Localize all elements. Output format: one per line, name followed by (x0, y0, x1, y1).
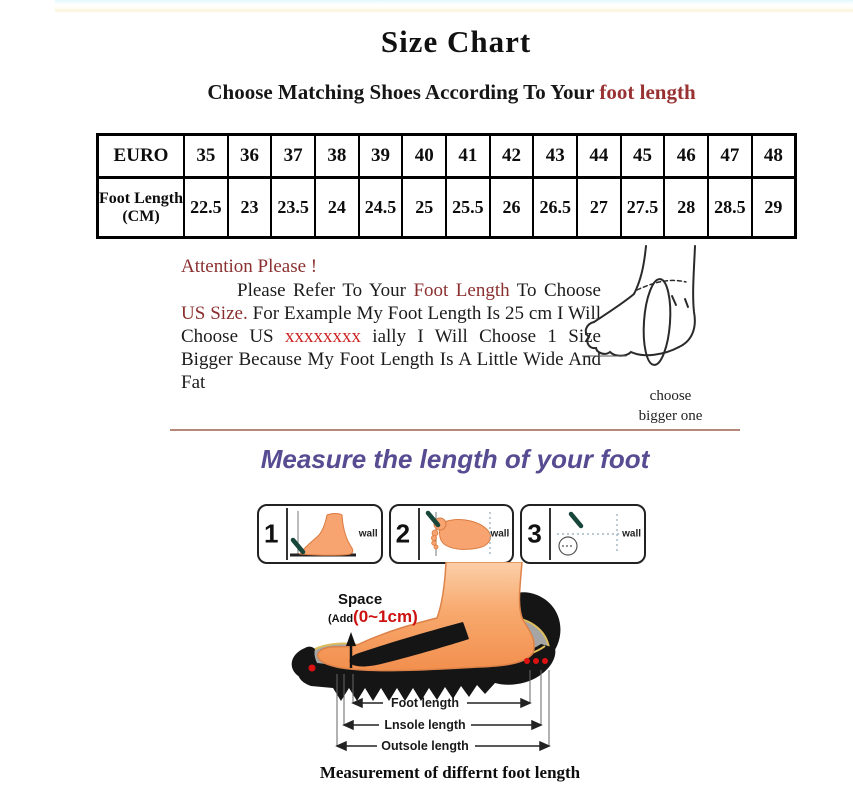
size-table-wrap (96, 133, 797, 239)
choose-bigger-line1: choose (649, 388, 692, 404)
foot-sketch-illustration (582, 242, 724, 384)
row-header-cell: EURO (98, 135, 185, 178)
toe-end-dot (309, 665, 316, 672)
bottom-caption: Measurement of differnt foot length (319, 763, 581, 782)
size-table-row (98, 178, 796, 238)
size-value-cell: 24.5 (359, 178, 403, 238)
space-cm-value: (0~1cm) (353, 606, 418, 626)
step-3-illustration (551, 508, 629, 560)
space-label-word: Space (338, 591, 383, 608)
foot-outline (594, 246, 646, 322)
section-divider (170, 429, 740, 431)
space-add-prefix: (Add (328, 612, 354, 625)
attention-paragraph (181, 279, 601, 394)
size-value-cell: 29 (752, 178, 796, 238)
attention-segment: For Example My Foot Length Is 25 cm I Will Choose US (181, 303, 601, 347)
step-number: 2 (395, 518, 411, 549)
step-number: 3 (527, 518, 542, 549)
space-annotation (328, 592, 448, 626)
measure-step-1 (257, 504, 383, 564)
size-value-cell: 41 (446, 135, 490, 178)
attention-segment: ially I Will Choose 1 Size Bigger Because My Foot Length Is A Little Wide And Fat (181, 326, 601, 393)
attention-segment: US Size. (181, 303, 248, 324)
size-value-cell: 35 (184, 135, 228, 178)
size-value-cell: 46 (664, 135, 708, 178)
foot-length-label: Foot length (390, 696, 460, 710)
row-header-cell: Foot Length (CM) (98, 178, 185, 238)
measure-step-3 (520, 504, 646, 564)
size-table-row (98, 135, 796, 178)
toe (432, 530, 438, 536)
foot-side-shape (300, 514, 353, 556)
wall-label: wall (358, 528, 378, 540)
size-value-cell: 23.5 (271, 178, 315, 238)
heel-dot (524, 658, 530, 664)
top-decor-strip (55, 0, 853, 13)
measure-steps-row (257, 504, 646, 564)
size-value-cell: 22.5 (184, 178, 228, 238)
size-value-cell: 45 (621, 135, 665, 178)
attention-block (181, 255, 601, 394)
attention-segment: xxxxxxxx (284, 326, 361, 347)
attention-segment: To Choose (509, 280, 601, 301)
size-value-cell: 26.5 (533, 178, 577, 238)
size-value-cell: 39 (359, 135, 403, 178)
instep-dashed-line (637, 280, 686, 290)
space-arrow-head (346, 632, 356, 646)
measure-step-2 (389, 504, 515, 564)
insole-length-label: Lnsole length (384, 718, 466, 732)
size-value-cell: 36 (228, 135, 272, 178)
attention-segment: Please Refer To Your (237, 280, 414, 301)
footprint-shape (439, 520, 490, 550)
heel-dot (542, 658, 548, 664)
wall-label: wall (490, 528, 510, 540)
measure-heading: Measure the length of your foot (260, 444, 650, 474)
marker-pen-icon (571, 514, 581, 526)
subtitle-highlight: foot length (599, 80, 696, 104)
attention-heading: Attention Please ! (181, 256, 318, 277)
step-number: 1 (264, 518, 279, 549)
size-value-cell: 48 (752, 135, 796, 178)
size-value-cell: 24 (315, 178, 359, 238)
size-value-cell: 40 (402, 135, 446, 178)
size-value-cell: 43 (533, 135, 577, 178)
toe (431, 541, 436, 546)
size-value-cell: 42 (490, 135, 534, 178)
size-value-cell: 26 (490, 178, 534, 238)
size-value-cell: 47 (708, 135, 752, 178)
attention-segment: Foot Length (413, 280, 510, 301)
choose-bigger-note (608, 386, 733, 426)
heel-dot (533, 658, 539, 664)
ankle-dash-2 (685, 299, 688, 307)
heel-outline (679, 246, 695, 347)
toe (434, 545, 438, 549)
ankle-dash-1 (672, 296, 676, 305)
step-1-illustration (288, 508, 366, 560)
size-value-cell: 27 (577, 178, 621, 238)
size-value-cell: 37 (271, 135, 315, 178)
size-value-cell: 25 (402, 178, 446, 238)
size-table-body (98, 135, 796, 238)
size-value-cell: 27.5 (621, 178, 665, 238)
step-2-illustration (420, 508, 498, 560)
size-value-cell: 25.5 (446, 178, 490, 238)
page-title: Size Chart (380, 24, 532, 59)
size-value-cell: 38 (315, 135, 359, 178)
size-table (96, 133, 797, 239)
size-value-cell: 23 (228, 178, 272, 238)
subtitle-prefix: Choose Matching Shoes According To Your (207, 80, 600, 104)
wall-label: wall (622, 528, 642, 540)
size-value-cell: 28 (664, 178, 708, 238)
choose-bigger-line2: bigger one (638, 408, 703, 424)
toe (431, 535, 436, 540)
space-label-value (328, 608, 448, 626)
subtitle (50, 80, 853, 105)
size-value-cell: 28.5 (708, 178, 752, 238)
size-value-cell: 44 (577, 135, 621, 178)
outsole-length-label: Outsole length (381, 739, 469, 753)
